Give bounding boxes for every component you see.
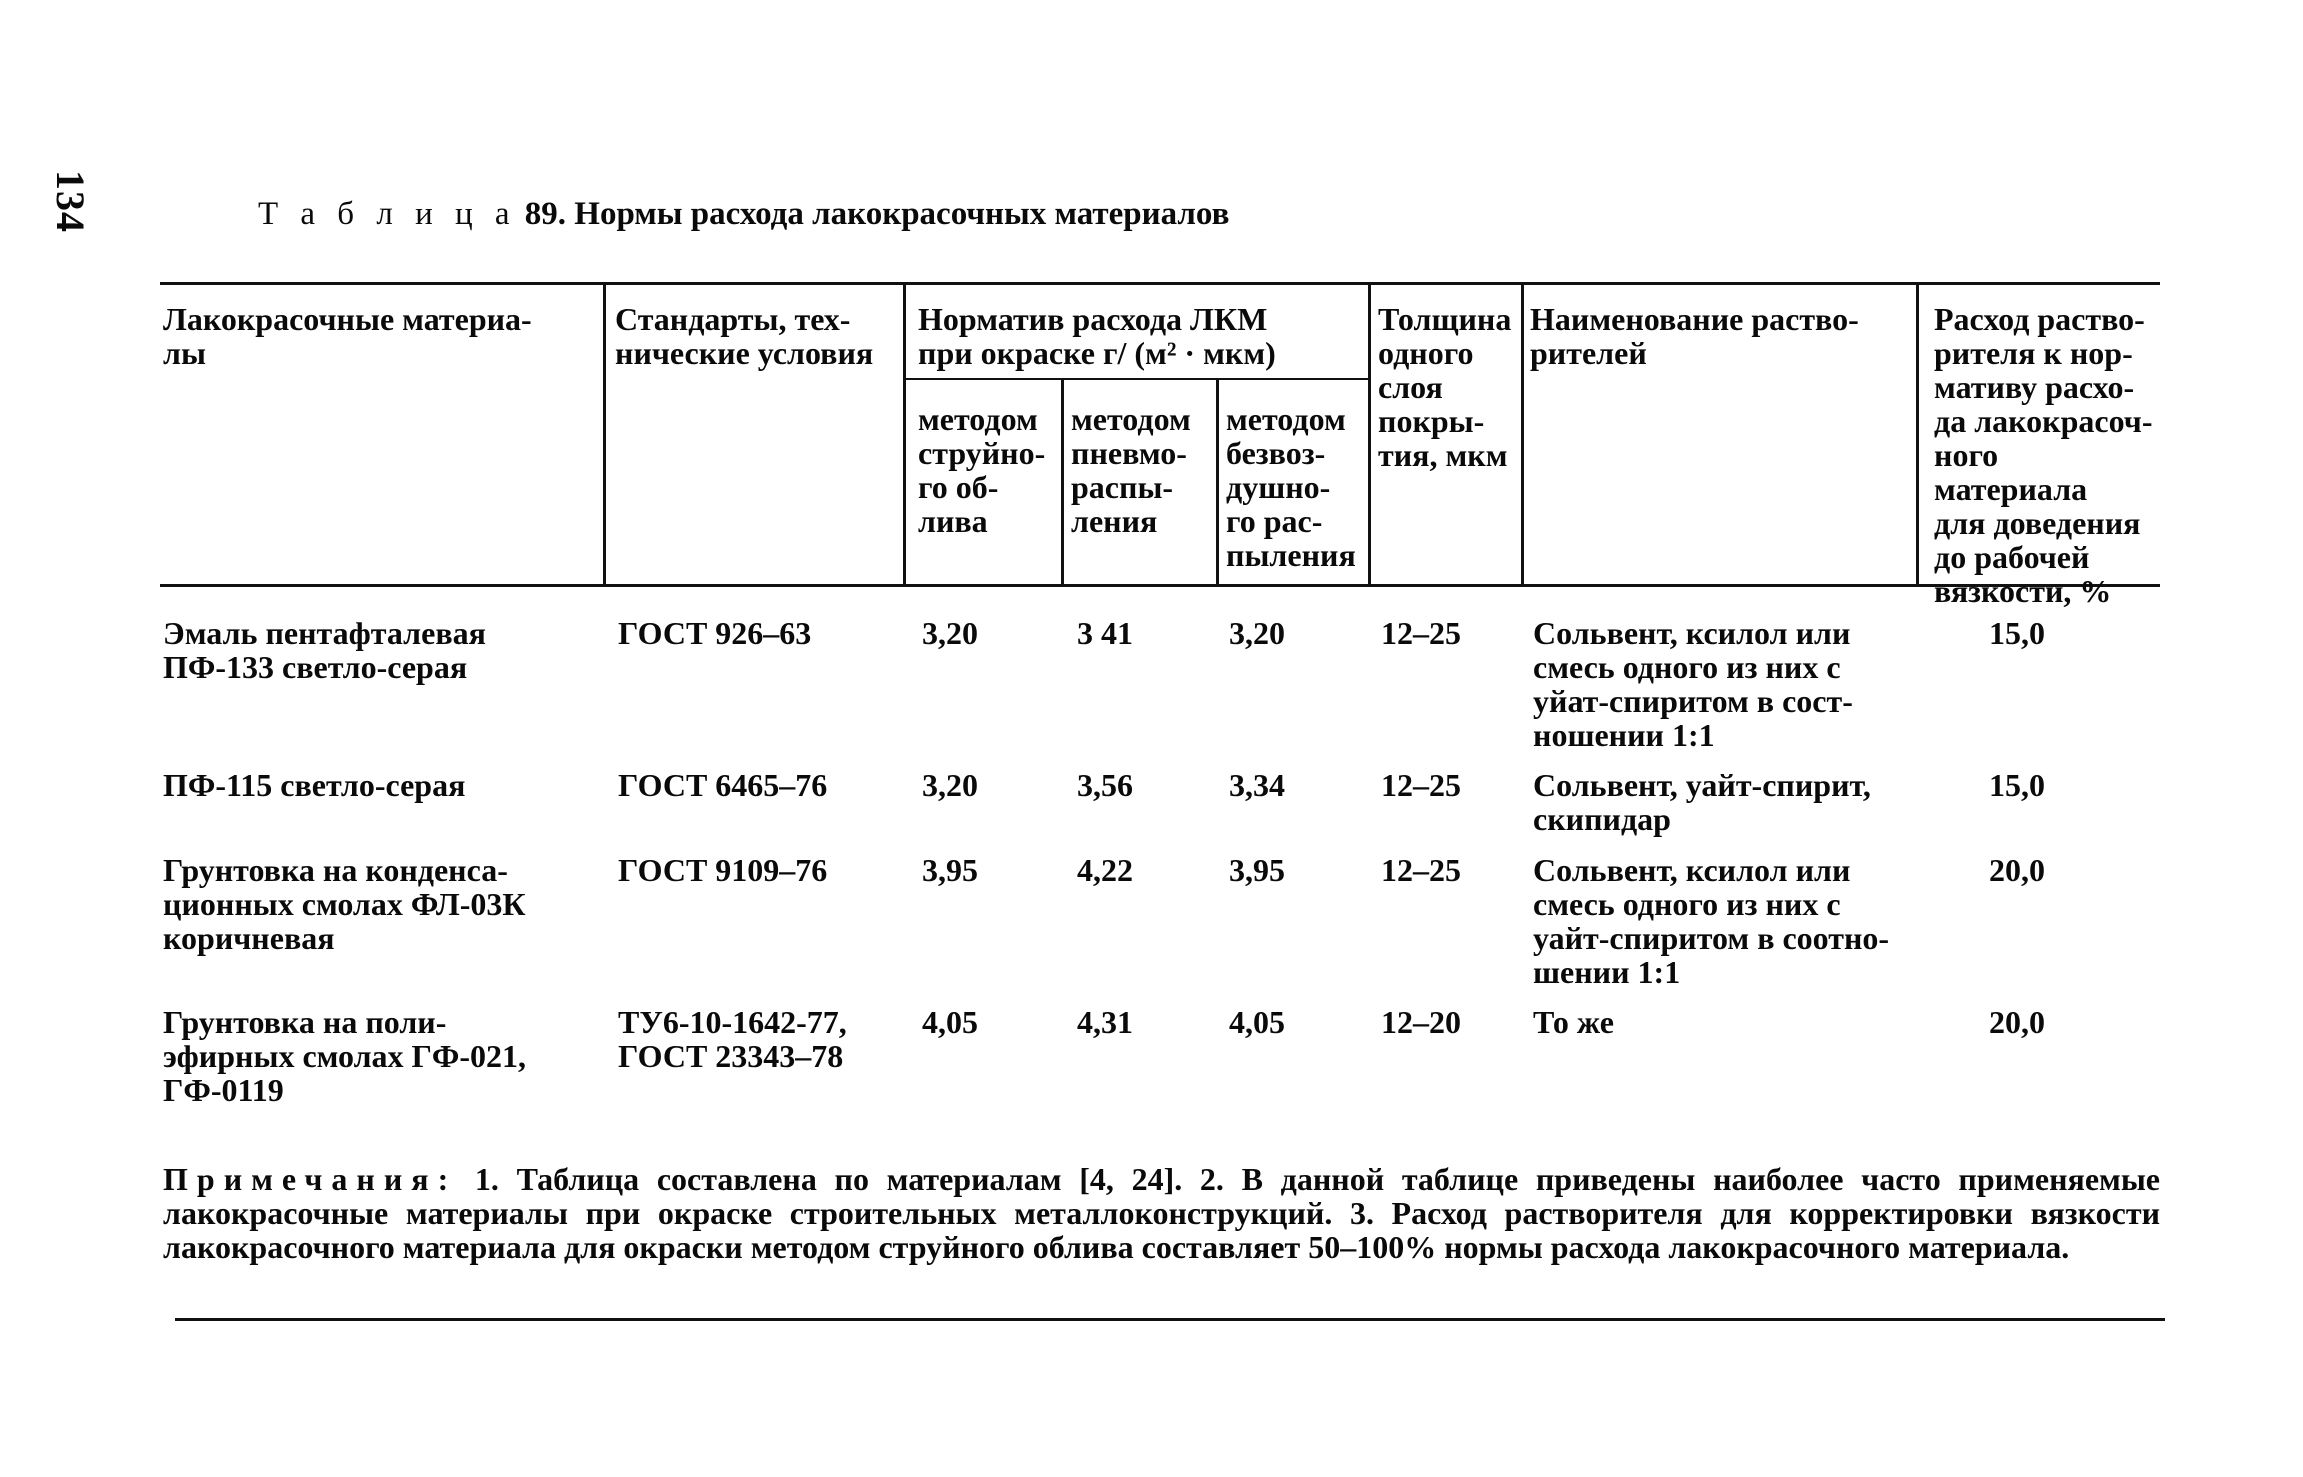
header-jet: методом струйно- го об- лива bbox=[918, 401, 1046, 539]
row1-solvent: Сольвент, ксилол или смесь одного из них с уйат-спиритом в сост- ношении 1:1 bbox=[1533, 615, 1853, 753]
row3-thickness: 12–25 bbox=[1381, 852, 1461, 888]
row1-jet: 3,20 bbox=[922, 615, 978, 651]
row3-jet: 3,95 bbox=[922, 852, 978, 888]
row2-material: ПФ-115 светло-серая bbox=[163, 767, 466, 803]
row3-solvent: Сольвент, ксилол или смесь одного из них с уайт-спиритом в соотно- шении 1:1 bbox=[1533, 852, 1890, 990]
column-divider bbox=[1916, 284, 1919, 586]
column-divider bbox=[1368, 284, 1371, 586]
title-number: 89. bbox=[516, 196, 567, 232]
row4-jet: 4,05 bbox=[922, 1004, 978, 1040]
row4-airless: 4,05 bbox=[1229, 1004, 1285, 1040]
table-bottom-rule bbox=[175, 1318, 2165, 1321]
row2-pneumo: 3,56 bbox=[1077, 767, 1133, 803]
row1-standard: ГОСТ 926–63 bbox=[618, 615, 812, 651]
notes-text: 1. Таблица составлена по материалам [4, 24]. 2. В данной таблице приведены наиболее часто применяемые лакокрасочные материалы при окраске строительных металлоконструкций. 3. Расход растворителя для корректировки вязкости лакокрасочного материала для окраски методом струйного облива составляет 50–100% нормы расхода лакокрасочного материала. bbox=[163, 1161, 2160, 1265]
table-title bbox=[258, 196, 1229, 233]
row2-jet: 3,20 bbox=[922, 767, 978, 803]
row4-thickness: 12–20 bbox=[1381, 1004, 1461, 1040]
row2-thickness: 12–25 bbox=[1381, 767, 1461, 803]
table-notes bbox=[163, 1162, 2160, 1264]
row1-airless: 3,20 bbox=[1229, 615, 1285, 651]
page-number: 134 bbox=[48, 170, 93, 233]
row4-standard: ТУ6-10-1642-77, ГОСТ 23343–78 bbox=[618, 1004, 847, 1074]
row1-material: Эмаль пентафталевая ПФ-133 светло-серая bbox=[163, 615, 486, 685]
header-standards: Стандарты, тех- нические условия bbox=[615, 301, 874, 371]
row1-rate: 15,0 bbox=[1989, 615, 2045, 651]
row4-pneumo: 4,31 bbox=[1077, 1004, 1133, 1040]
row4-material: Грунтовка на поли- эфирных смолах ГФ-021, ГФ-0119 bbox=[163, 1004, 527, 1108]
row4-solvent: То же bbox=[1533, 1004, 1614, 1040]
row1-pneumo: 3 41 bbox=[1077, 615, 1133, 651]
header-airless: методом безвоз- душно- го рас- пыления bbox=[1226, 401, 1356, 573]
row3-pneumo: 4,22 bbox=[1077, 852, 1133, 888]
header-thickness: Толщина одного слоя покры- тия, мкм bbox=[1378, 301, 1512, 473]
table-top-rule bbox=[160, 282, 2160, 285]
row3-airless: 3,95 bbox=[1229, 852, 1285, 888]
row3-rate: 20,0 bbox=[1989, 852, 2045, 888]
row4-rate: 20,0 bbox=[1989, 1004, 2045, 1040]
subheader-rule bbox=[905, 378, 1371, 380]
row2-standard: ГОСТ 6465–76 bbox=[618, 767, 828, 803]
header-material: Лакокрасочные материа- лы bbox=[163, 301, 532, 371]
column-divider bbox=[603, 284, 606, 586]
header-pneumo: методом пневмо- распы- ления bbox=[1071, 401, 1191, 539]
row3-standard: ГОСТ 9109–76 bbox=[618, 852, 828, 888]
column-divider bbox=[1061, 379, 1064, 586]
row2-rate: 15,0 bbox=[1989, 767, 2045, 803]
row3-material: Грунтовка на конденса- ционных смолах ФЛ-03К коричневая bbox=[163, 852, 526, 956]
header-bottom-rule bbox=[160, 584, 2160, 587]
row1-thickness: 12–25 bbox=[1381, 615, 1461, 651]
notes-label: Примечания: bbox=[163, 1161, 458, 1197]
header-rate: Расход раство- рителя к нор- мативу расхо- да лакокрасоч- ного материала для доведения до рабочей вязкости, % bbox=[1934, 301, 2153, 609]
column-divider bbox=[903, 284, 906, 586]
title-prefix: Т а б л и ц а bbox=[258, 196, 517, 232]
row2-solvent: Сольвент, уайт-спирит, скипидар bbox=[1533, 767, 1871, 837]
row2-airless: 3,34 bbox=[1229, 767, 1285, 803]
header-norm-group: Норматив расхода ЛКМ при окраске г/ (м² · мкм) bbox=[918, 301, 1276, 371]
header-solvent: Наименование раство- рителей bbox=[1530, 301, 1859, 371]
title-text: Нормы расхода лакокрасочных материалов bbox=[566, 196, 1230, 232]
column-divider bbox=[1216, 379, 1219, 586]
